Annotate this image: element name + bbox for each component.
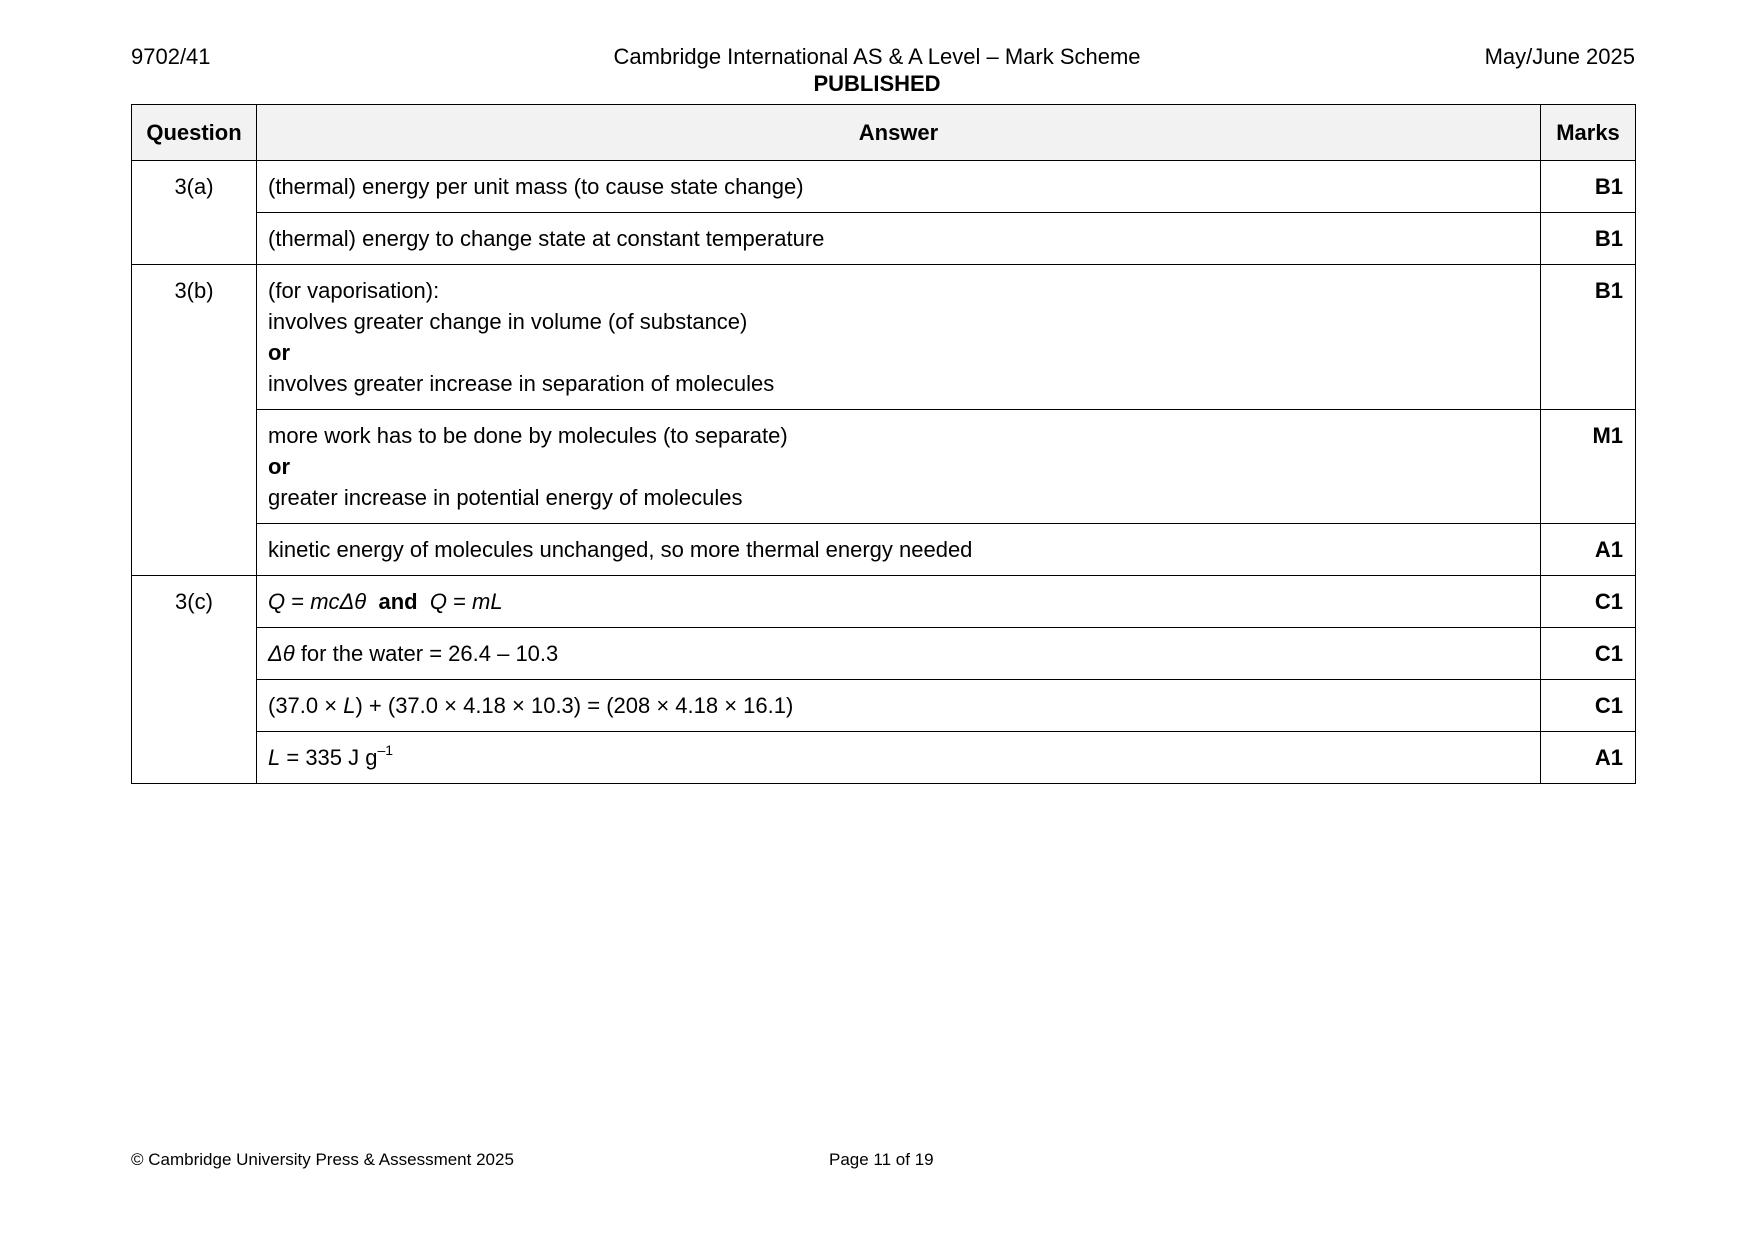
mark-cell: C1 bbox=[1541, 680, 1636, 732]
table-row bbox=[132, 524, 1636, 576]
mark-cell: B1 bbox=[1541, 213, 1636, 265]
or-separator: or bbox=[268, 340, 290, 365]
question-column-header: Question bbox=[132, 105, 257, 161]
question-label-3a: 3(a) bbox=[132, 161, 257, 265]
equation-equals: = bbox=[446, 589, 473, 614]
table-row bbox=[132, 213, 1636, 265]
equation-variable: Q bbox=[429, 589, 447, 614]
and-connector: and bbox=[378, 589, 418, 614]
answer-text: ) + (37.0 × 4.18 × 10.3) = (208 × 4.18 × 16.1) bbox=[355, 693, 794, 718]
copyright-notice: © Cambridge University Press & Assessment 2025 bbox=[131, 1150, 514, 1169]
answer-cell bbox=[257, 265, 1541, 410]
delta-theta-symbol: Δθ bbox=[268, 641, 295, 666]
answer-line: more work has to be done by molecules (to separate) bbox=[268, 423, 788, 448]
table-row bbox=[132, 680, 1636, 732]
question-label-3c: 3(c) bbox=[132, 576, 257, 784]
table-row bbox=[132, 161, 1636, 213]
answer-cell: (thermal) energy to change state at constant temperature bbox=[257, 213, 1541, 265]
question-label-3b: 3(b) bbox=[132, 265, 257, 576]
published-label: PUBLISHED bbox=[813, 71, 941, 96]
paper-code: 9702/41 bbox=[131, 44, 211, 69]
unit-exponent: –1 bbox=[377, 741, 394, 758]
mark-cell: C1 bbox=[1541, 628, 1636, 680]
mark-cell: A1 bbox=[1541, 524, 1636, 576]
exam-session: May/June 2025 bbox=[1484, 44, 1635, 69]
answer-cell bbox=[257, 680, 1541, 732]
equation-term: mL bbox=[472, 589, 503, 614]
answer-line: involves greater change in volume (of substance) bbox=[268, 309, 748, 334]
answer-cell bbox=[257, 576, 1541, 628]
answer-line: greater increase in potential energy of molecules bbox=[268, 485, 743, 510]
answer-cell bbox=[257, 628, 1541, 680]
mark-cell: M1 bbox=[1541, 410, 1636, 524]
document-title: Cambridge International AS & A Level – Mark Scheme bbox=[613, 44, 1141, 69]
or-separator: or bbox=[268, 454, 290, 479]
answer-cell: kinetic energy of molecules unchanged, so more thermal energy needed bbox=[257, 524, 1541, 576]
equation-variable: Q bbox=[268, 589, 286, 614]
answer-line: involves greater increase in separation of molecules bbox=[268, 371, 775, 396]
mark-cell: C1 bbox=[1541, 576, 1636, 628]
equation-equals: = bbox=[285, 589, 311, 614]
answer-cell bbox=[257, 410, 1541, 524]
page-number: Page 11 of 19 bbox=[829, 1150, 934, 1169]
mark-cell: B1 bbox=[1541, 161, 1636, 213]
answer-text: (37.0 × bbox=[268, 693, 344, 718]
marks-column-header: Marks bbox=[1541, 105, 1636, 161]
table-row bbox=[132, 410, 1636, 524]
equation-term: mcΔθ bbox=[310, 589, 367, 614]
answer-column-header: Answer bbox=[257, 105, 1541, 161]
answer-text: = 335 J g bbox=[280, 745, 378, 770]
equation-variable: L bbox=[343, 693, 356, 718]
equation-variable: L bbox=[268, 745, 281, 770]
answer-cell bbox=[257, 732, 1541, 784]
answer-text: for the water = 26.4 – 10.3 bbox=[294, 641, 559, 666]
mark-cell: A1 bbox=[1541, 732, 1636, 784]
table-row bbox=[132, 265, 1636, 410]
answer-line: (for vaporisation): bbox=[268, 278, 440, 303]
table-row bbox=[132, 628, 1636, 680]
mark-scheme-table bbox=[131, 104, 1636, 784]
answer-cell: (thermal) energy per unit mass (to cause state change) bbox=[257, 161, 1541, 213]
table-row bbox=[132, 576, 1636, 628]
table-row bbox=[132, 732, 1636, 784]
mark-cell: B1 bbox=[1541, 265, 1636, 410]
table-header-row bbox=[132, 105, 1636, 161]
